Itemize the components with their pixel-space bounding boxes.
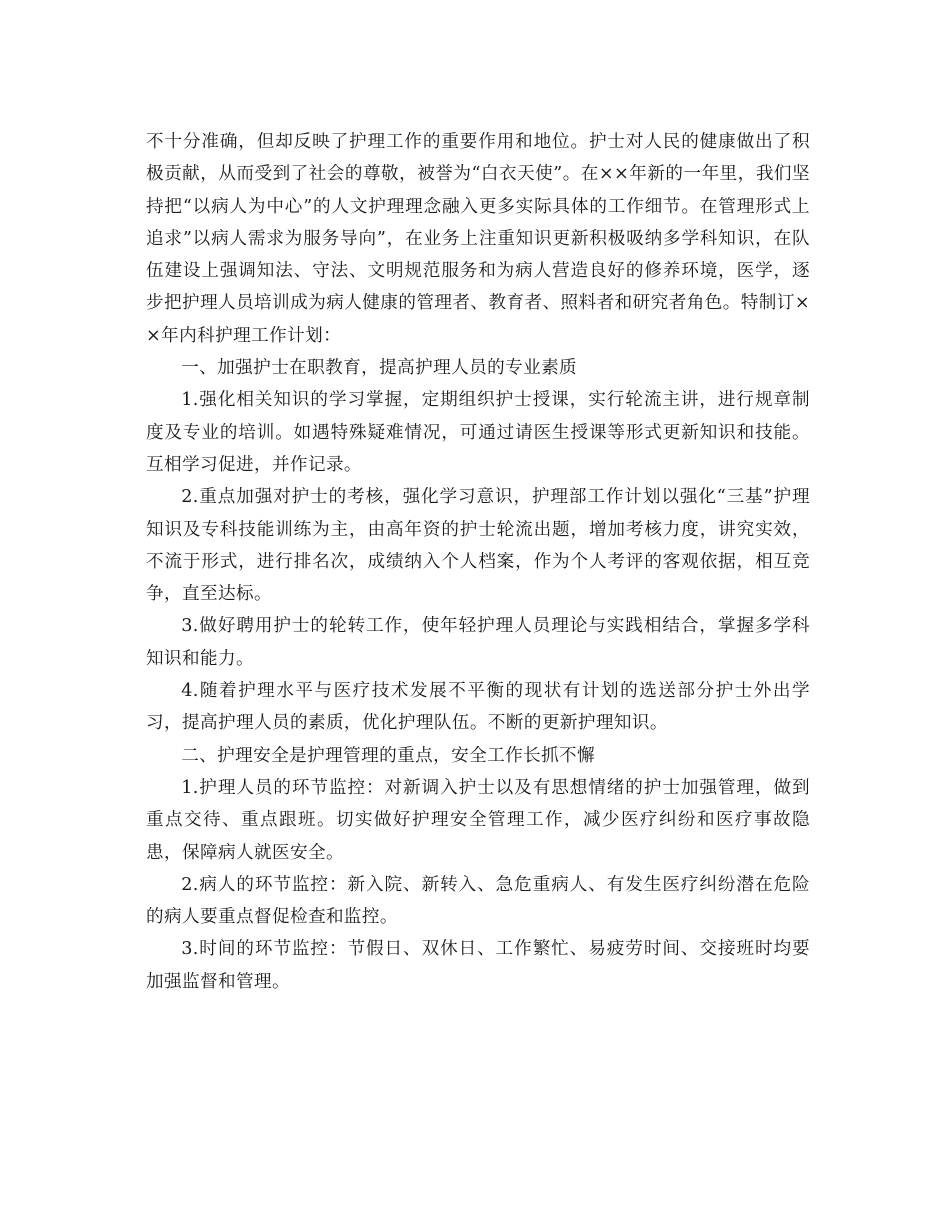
section-1-item-2: 2.重点加强对护士的考核，强化学习意识，护理部工作计划以强化“三基”护理知识及专科技能训练为主，由高年资的护士轮流出题，增加考核力度，讲究实效，不流于形式，进行排名次，成绩纳入个人档案，作为个人考评的客观依据，相互竞争，直至达标。: [146, 487, 810, 605]
intro-paragraph: 不十分准确，但却反映了护理工作的重要作用和地位。护士对人民的健康做出了积极贡献，从而受到了社会的尊敬，被誉为“白衣天使”。在××年新的一年里，我们坚持把“以病人为中心”的人文护理理念融入更多实际具体的工作细节。在管理形式上追求”以病人需求为服务导向”，在业务上注重知识更新积极吸纳多学科知识，在队伍建设上强调知法、守法、文明规范服务和为病人营造良好的修养环境，医学，逐步把护理人员培训成为病人健康的管理者、教育者、照料者和研究者角色。特制订××年内科护理工作计划：: [146, 132, 810, 346]
section-1-item-1: 1.强化相关知识的学习掌握，定期组织护士授课，实行轮流主讲，进行规章制度及专业的培训。如遇特殊疑难情况，可通过请医生授课等形式更新知识和技能。互相学习促进，并作记录。: [146, 390, 810, 475]
section-2-item-3: 3.时间的环节监控：节假日、双休日、工作繁忙、易疲劳时间、交接班时均要加强监督和管理。: [146, 939, 810, 992]
section-2-item-2: 2.病人的环节监控：新入院、新转入、急危重病人、有发生医疗纠纷潜在危险的病人要重点督促检查和监控。: [146, 874, 810, 928]
document-page: [146, 126, 810, 998]
section-1-item-4: 4.随着护理水平与医疗技术发展不平衡的现状有计划的选送部分护士外出学习，提高护理人员的素质，优化护理队伍。不断的更新护理知识。: [146, 681, 810, 734]
section-heading-2: 二、护理安全是护理管理的重点，安全工作长抓不懈: [181, 745, 596, 766]
section-1-item-3: 3.做好聘用护士的轮转工作，使年轻护理人员理论与实践相结合，掌握多学科知识和能力。: [146, 616, 810, 669]
section-heading-1: 一、加强护士在职教育，提高护理人员的专业素质: [181, 358, 578, 379]
section-2-item-1: 1.护理人员的环节监控：对新调入护士以及有思想情绪的护士加强管理，做到重点交待、重点跟班。切实做好护理安全管理工作，减少医疗纠纷和医疗事故隐患，保障病人就医安全。: [146, 777, 810, 863]
